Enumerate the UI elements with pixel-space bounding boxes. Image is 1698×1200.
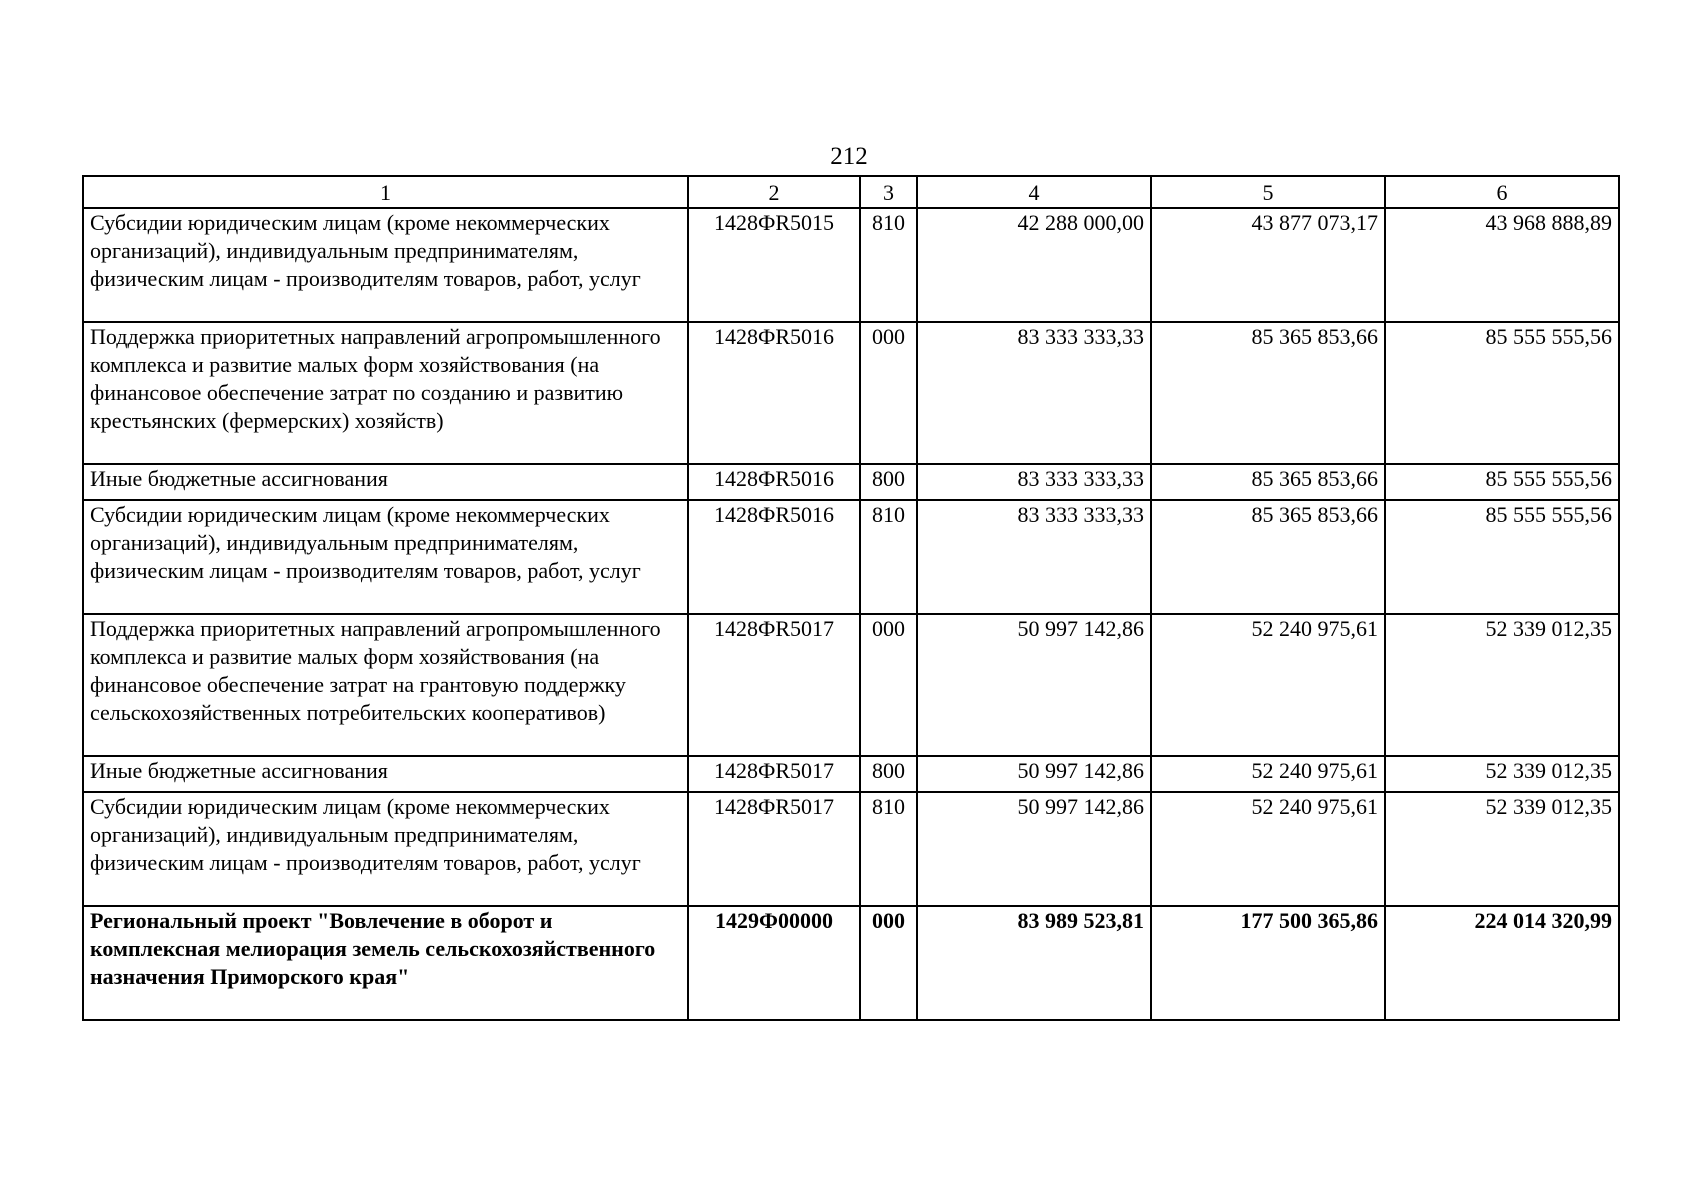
table-row — [83, 464, 1619, 500]
header-cell: 3 — [860, 176, 917, 208]
page-number: 212 — [830, 143, 868, 170]
header-row — [83, 176, 1619, 208]
row-expense-kind: 810 — [860, 208, 917, 322]
row-description: Субсидии юридическим лицам (кроме некоммерческих организаций), индивидуальным предпринимателям, физическим лицам - производителям товаров, работ, услуг — [83, 792, 688, 906]
header-cell: 2 — [688, 176, 860, 208]
row-value-col5: 177 500 365,86 — [1151, 906, 1385, 1020]
header-cell: 1 — [83, 176, 688, 208]
row-expense-kind: 810 — [860, 500, 917, 614]
row-value-col6: 85 555 555,56 — [1385, 464, 1619, 500]
row-value-col5: 85 365 853,66 — [1151, 464, 1385, 500]
row-value-col5: 43 877 073,17 — [1151, 208, 1385, 322]
row-value-col6: 85 555 555,56 — [1385, 500, 1619, 614]
header-cell: 6 — [1385, 176, 1619, 208]
row-value-col4: 83 989 523,81 — [917, 906, 1151, 1020]
row-value-col4: 83 333 333,33 — [917, 322, 1151, 464]
row-value-col5: 52 240 975,61 — [1151, 756, 1385, 792]
table-row — [83, 614, 1619, 756]
row-description: Субсидии юридическим лицам (кроме некоммерческих организаций), индивидуальным предпринимателям, физическим лицам - производителям товаров, работ, услуг — [83, 500, 688, 614]
header-cell: 4 — [917, 176, 1151, 208]
table-row — [83, 208, 1619, 322]
row-value-col4: 83 333 333,33 — [917, 464, 1151, 500]
row-description: Региональный проект "Вовлечение в оборот и комплексная мелиорация земель сельскохозяйственного назначения Приморского края" — [83, 906, 688, 1020]
row-expense-kind: 810 — [860, 792, 917, 906]
row-value-col4: 83 333 333,33 — [917, 500, 1151, 614]
row-value-col6: 52 339 012,35 — [1385, 792, 1619, 906]
row-target-code: 1428ФR5015 — [688, 208, 860, 322]
row-value-col5: 85 365 853,66 — [1151, 500, 1385, 614]
table-row — [83, 322, 1619, 464]
budget-table — [82, 175, 1620, 1021]
row-expense-kind: 800 — [860, 464, 917, 500]
row-value-col5: 52 240 975,61 — [1151, 614, 1385, 756]
table-row — [83, 756, 1619, 792]
row-value-col5: 85 365 853,66 — [1151, 322, 1385, 464]
table-row — [83, 500, 1619, 614]
row-target-code: 1429Ф00000 — [688, 906, 860, 1020]
header-cell: 5 — [1151, 176, 1385, 208]
row-target-code: 1428ФR5016 — [688, 500, 860, 614]
table-row — [83, 792, 1619, 906]
row-target-code: 1428ФR5017 — [688, 614, 860, 756]
row-description: Поддержка приоритетных направлений агропромышленного комплекса и развитие малых форм хозяйствования (на финансовое обеспечение затрат на грантовую поддержку сельскохозяйственных потребительских кооперативов) — [83, 614, 688, 756]
row-description: Иные бюджетные ассигнования — [83, 756, 688, 792]
row-value-col6: 85 555 555,56 — [1385, 322, 1619, 464]
row-value-col4: 50 997 142,86 — [917, 792, 1151, 906]
row-value-col4: 50 997 142,86 — [917, 756, 1151, 792]
row-target-code: 1428ФR5016 — [688, 322, 860, 464]
row-target-code: 1428ФR5017 — [688, 756, 860, 792]
row-value-col6: 224 014 320,99 — [1385, 906, 1619, 1020]
row-expense-kind: 000 — [860, 906, 917, 1020]
row-value-col5: 52 240 975,61 — [1151, 792, 1385, 906]
row-target-code: 1428ФR5016 — [688, 464, 860, 500]
row-value-col6: 43 968 888,89 — [1385, 208, 1619, 322]
row-expense-kind: 000 — [860, 322, 917, 464]
row-description: Поддержка приоритетных направлений агропромышленного комплекса и развитие малых форм хозяйствования (на финансовое обеспечение затрат по созданию и развитию крестьянских (фермерских) хозяйств) — [83, 322, 688, 464]
row-value-col4: 50 997 142,86 — [917, 614, 1151, 756]
row-expense-kind: 000 — [860, 614, 917, 756]
row-value-col6: 52 339 012,35 — [1385, 756, 1619, 792]
row-description: Субсидии юридическим лицам (кроме некоммерческих организаций), индивидуальным предпринимателям, физическим лицам - производителям товаров, работ, услуг — [83, 208, 688, 322]
row-target-code: 1428ФR5017 — [688, 792, 860, 906]
table-row — [83, 906, 1619, 1020]
row-description: Иные бюджетные ассигнования — [83, 464, 688, 500]
row-value-col4: 42 288 000,00 — [917, 208, 1151, 322]
row-value-col6: 52 339 012,35 — [1385, 614, 1619, 756]
row-expense-kind: 800 — [860, 756, 917, 792]
